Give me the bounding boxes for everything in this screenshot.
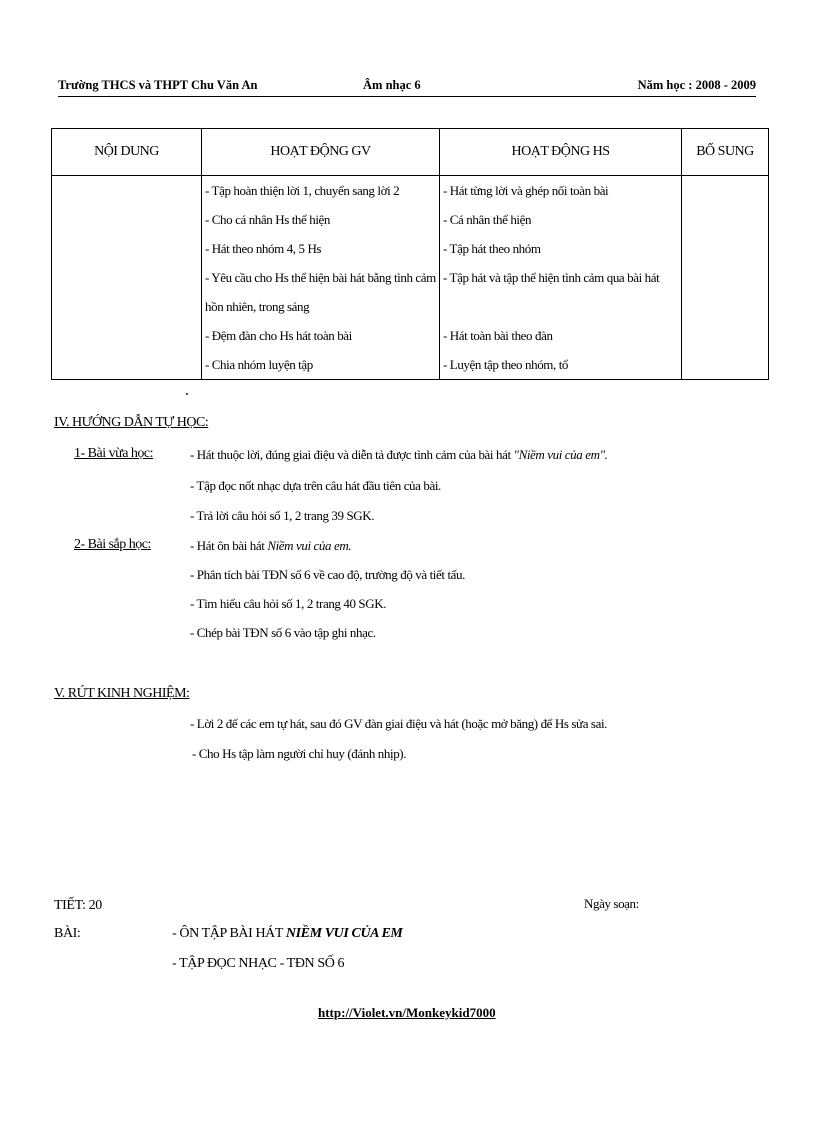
cell-hs [440,176,682,380]
stray-dot [186,393,188,395]
subject-name: Âm nhạc 6 [363,78,421,92]
bai-line-1 [172,926,402,942]
table-row [52,176,769,380]
gv-item: - Đệm đàn cho Hs hát toàn bài [205,328,352,343]
cell-noi-dung [52,176,202,380]
school-year: Năm học : 2008 - 2009 [637,78,756,92]
hs-item: - Tập hát và tập thể hiện tình cảm qua bài hát [443,270,660,285]
gv-item: - Yêu cầu cho Hs thể hiện bài hát bằng tình cảm hồn nhiên, trong sáng [205,270,436,314]
instruction-line: - Tìm hiểu câu hỏi số 1, 2 trang 40 SGK. [190,596,387,611]
gv-item: - Chia nhóm luyện tập [205,357,313,372]
gv-item: - Cho cá nhân Hs thể hiện [205,212,331,227]
experience-line: - Cho Hs tập làm người chỉ huy (đánh nhịp). [192,746,407,761]
song-title: "Niềm vui của em". [513,447,608,462]
cell-gv [202,176,440,380]
sub-title-bai-vua-hoc: 1- Bài vừa học: [74,446,154,461]
song-title: Niềm vui của em. [267,538,352,553]
song-title: NIỀM VUI CỦA EM [285,926,403,941]
table-header-row [52,129,769,176]
school-name: Trường THCS và THPT Chu Văn An [58,78,258,92]
instruction-line [190,447,608,463]
tiet-label: TIẾT: 20 [54,898,102,913]
gv-item: - Tập hoàn thiện lời 1, chuyển sang lời 2 [205,183,400,198]
col-noi-dung: NỘI DUNG [52,129,202,176]
bai-line-2: - TẬP ĐỌC NHẠC - TĐN SỐ 6 [172,956,345,971]
col-hoat-dong-gv: HOẠT ĐỘNG GV [202,129,440,176]
sub-title-bai-sap-hoc: 2- Bài sắp học: [74,537,151,552]
hs-item: - Tập hát theo nhóm [443,241,541,256]
footer-link[interactable]: http://Violet.vn/Monkeykid7000 [318,1005,496,1020]
page-header [58,78,756,97]
ngay-soan-label: Ngày soạn: [584,896,639,911]
instruction-line: - Chép bài TĐN số 6 vào tập ghi nhạc. [190,625,376,640]
bai-text: - ÔN TẬP BÀI HÁT [172,926,286,941]
instruction-text: - Hát ôn bài hát [190,538,268,553]
instruction-line: - Trả lời câu hỏi số 1, 2 trang 39 SGK. [190,508,375,523]
gv-item: - Hát theo nhóm 4, 5 Hs [205,241,322,256]
col-bo-sung: BỔ SUNG [682,129,769,176]
instruction-line [190,538,351,554]
instruction-text: - Hát thuộc lời, đúng giai điệu và diễn tả được tình cảm của bài hát [190,447,514,462]
lesson-table [51,128,769,380]
hs-item: - Hát toàn bài theo đàn [443,328,553,343]
hs-item: - Luyện tập theo nhóm, tổ [443,357,569,372]
hs-item: - Hát từng lời và ghép nối toàn bài [443,183,609,198]
hs-item: - Cá nhân thể hiện [443,212,532,227]
instruction-line: - Tập đọc nốt nhạc dựa trên câu hát đầu tiên của bài. [190,478,441,493]
col-hoat-dong-hs: HOẠT ĐỘNG HS [440,129,682,176]
section-5-title: V. RÚT KINH NGHIỆM: [54,686,190,701]
experience-line: - Lời 2 để các em tự hát, sau đó GV đàn giai điệu và hát (hoặc mở băng) để Hs sửa sai. [190,716,608,731]
cell-bo-sung [682,176,769,380]
instruction-line: - Phân tích bài TĐN số 6 về cao độ, trường độ và tiết tấu. [190,567,465,582]
section-4-title: IV. HƯỚNG DẪN TỰ HỌC: [54,415,209,430]
hs-item-blank [440,292,681,321]
bai-label: BÀI: [54,926,81,941]
